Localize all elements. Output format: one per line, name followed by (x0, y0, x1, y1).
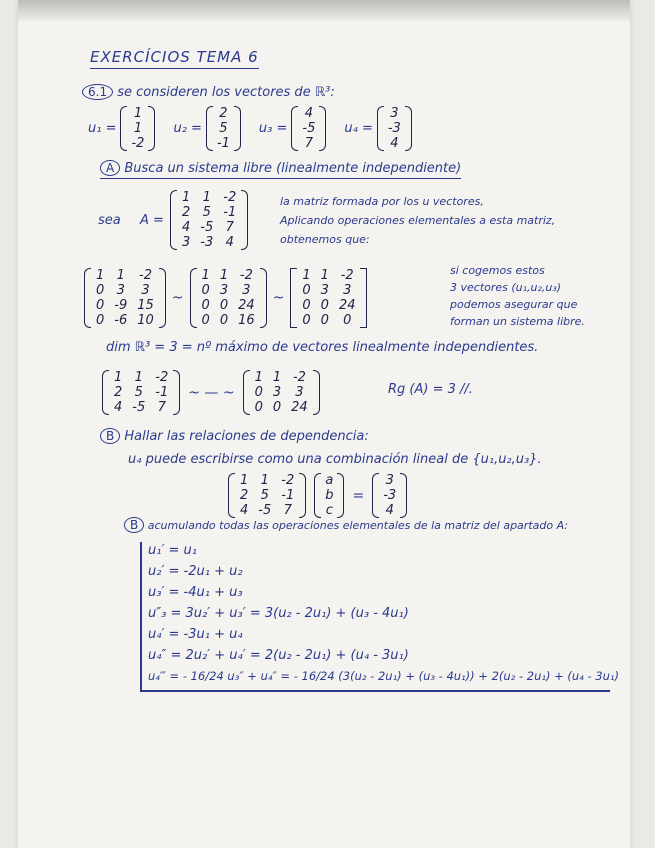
vectors-row (88, 106, 412, 151)
part-a-title: Busca un sistema libre (linealmente independiente) (124, 161, 462, 176)
derivation-line: u₄″ = 2u₂′ + u₄′ = 2(u₂ - 2u₁) + (u₄ - 3u₁) (148, 648, 409, 663)
matrix-cell: -3 (383, 488, 397, 503)
matrix-cell: 1 (133, 106, 143, 121)
bracket-left (170, 190, 177, 250)
derivation-line: u₄′ = -3u₁ + u₄ (148, 627, 243, 642)
side-line: podemos asegurar que (450, 298, 578, 311)
derivation-line: u″₃ = 3u₂′ + u₃′ = 3(u₂ - 2u₁) + (u₃ - 4u₁) (148, 606, 409, 621)
matrix-cell: 0 (96, 283, 105, 298)
matrix-cell: 0 (96, 298, 105, 313)
reduced-matrix-1 (84, 268, 166, 328)
matrix-entries (384, 106, 405, 151)
a-equals-label: A = (140, 213, 164, 228)
matrix-cell: -2 (292, 370, 306, 385)
matrix-cell: 1 (254, 370, 263, 385)
matrix-cell: -2 (340, 268, 354, 283)
matrix-cell: -1 (281, 488, 295, 503)
matrix-cell: -2 (281, 473, 295, 488)
matrix-cell: 0 (201, 313, 210, 328)
matrix-cell: 0 (320, 313, 329, 328)
matrix-entries (379, 473, 400, 518)
matrix-cell: -1 (155, 385, 169, 400)
side-conclusion (450, 262, 585, 330)
bracket-left (372, 473, 379, 518)
side-line: si cogemos estos (450, 264, 545, 277)
matrix-cell: 1 (302, 268, 311, 283)
matrix-cell: 4 (225, 235, 234, 250)
tilde-symbol: ~ (272, 290, 285, 306)
matrix-entries (127, 106, 148, 151)
page-title: EXERCÍCIOS TEMA 6 (90, 48, 259, 69)
matrix-cell: 4 (390, 136, 399, 151)
bracket-right (260, 268, 267, 328)
matrix-cell: 0 (320, 298, 329, 313)
bracket-left (290, 268, 297, 328)
matrix-cell: 24 (338, 298, 356, 313)
derivation (148, 540, 619, 687)
exercise-header (82, 84, 335, 100)
matrix-cell: c (325, 503, 333, 518)
derivation-line: u₄‴ = - 16/24 u₃″ + u₄″ = - 16/24 (3(u₂ - 2u₁) + (u₃ - 4u₁)) + 2(u₂ - 2u₁) + (u₄ - 3u₁) (148, 669, 619, 683)
matrix-cell: 3 (116, 283, 125, 298)
vector-4 (344, 106, 411, 151)
matrix-cell: -5 (302, 121, 316, 136)
part-a-letter: A (100, 160, 120, 176)
matrix-cell: 1 (134, 370, 143, 385)
system-rhs (372, 473, 407, 518)
matrix-cell: 5 (134, 385, 143, 400)
bracket-left (291, 106, 298, 151)
matrix-cell: 0 (219, 313, 229, 328)
matrix-cell: 4 (182, 220, 191, 235)
matrix-cell: -5 (200, 220, 214, 235)
part-a-heading (100, 160, 461, 179)
matrix-cell: 1 (133, 121, 143, 136)
part-b-letter: B (100, 428, 120, 444)
dim-statement: dim ℝ³ = 3 = nº máximo de vectores linealmente independientes. (106, 340, 539, 355)
matrix-cell: a (325, 473, 334, 488)
sub-heading (124, 517, 568, 533)
matrix-cell: 3 (219, 283, 229, 298)
matrix-cell: 0 (302, 298, 311, 313)
matrix-entries (298, 106, 319, 151)
bracket-left (228, 473, 235, 518)
matrix-cell: 0 (201, 283, 210, 298)
matrix-cell: 2 (182, 205, 191, 220)
matrix-cell: 0 (343, 313, 352, 328)
matrix-cell: 0 (272, 400, 282, 415)
reduced-matrix-3 (290, 268, 367, 328)
bracket-left (102, 370, 109, 415)
vector-values (377, 106, 412, 151)
matrix-cell: 3 (295, 385, 304, 400)
part-b-heading (100, 428, 369, 444)
matrix-cell: 1 (182, 190, 191, 205)
system-matrix (228, 473, 306, 518)
bracket-left (120, 106, 127, 151)
bracket-right (241, 190, 248, 250)
bracket-right (313, 370, 320, 415)
matrix-cell: 15 (137, 298, 154, 313)
matrix-entries (297, 268, 360, 328)
matrix-cell: 3 (385, 473, 394, 488)
matrix-cell: 5 (260, 488, 269, 503)
matrix-note-line: Aplicando operaciones elementales a esta matriz, (280, 214, 556, 227)
matrix-cell: -2 (223, 190, 237, 205)
matrix-cell: 1 (114, 370, 123, 385)
bracket-right (234, 106, 241, 151)
matrix-cell: 16 (238, 313, 255, 328)
tilde-symbol: ~ — ~ (188, 384, 235, 401)
bracket-right (405, 106, 412, 151)
matrix-cell: b (325, 488, 334, 503)
matrix-cell: 3 (242, 283, 251, 298)
matrix-cell: 1 (202, 190, 211, 205)
matrix-cell: 3 (343, 283, 352, 298)
matrix-cell: 0 (302, 313, 311, 328)
matrix-cell: 5 (202, 205, 211, 220)
matrix-cell: 2 (240, 488, 249, 503)
matrix-cell: 3 (390, 106, 399, 121)
system-variables (314, 473, 344, 518)
matrix-entries (235, 473, 299, 518)
matrix-entries (250, 370, 313, 415)
matrix-entries (213, 106, 234, 151)
bracket-right (319, 106, 326, 151)
rank-row (102, 370, 320, 415)
bracket-right (173, 370, 180, 415)
margin-bracket-bottom (140, 690, 610, 692)
matrix-cell: 4 (304, 106, 314, 121)
vector-label: u₃ = (258, 121, 288, 136)
matrix-note-line: obtenemos que: (280, 233, 370, 246)
matrix-cell: 2 (219, 106, 228, 121)
matrix-cell: -9 (114, 298, 128, 313)
rank-result: Rg (A) = 3 //. (388, 382, 473, 397)
matrix-cell: -6 (114, 313, 128, 328)
matrix-cell: 0 (254, 385, 263, 400)
matrix-a-body (170, 190, 248, 250)
matrix-cell: 7 (304, 136, 314, 151)
vector-values (206, 106, 241, 151)
derivation-line: u₂′ = -2u₁ + u₂ (148, 564, 243, 579)
matrix-cell: 1 (219, 268, 229, 283)
reduction-chain (84, 268, 367, 328)
bracket-right (299, 473, 306, 518)
notebook-page (18, 0, 630, 848)
matrix-cell: -1 (216, 136, 230, 151)
matrix-note-line: la matriz formada por los u vectores, (280, 195, 484, 208)
matrix-cell: -3 (200, 235, 214, 250)
exercise-intro: se consideren los vectores de ℝ³: (117, 85, 335, 100)
u4-combination-text: u₄ puede escribirse como una combinación lineal de {u₁,u₂,u₃}. (128, 452, 542, 467)
matrix-cell: 5 (219, 121, 228, 136)
bracket-right (337, 473, 344, 518)
matrix-cell: -2 (139, 268, 152, 283)
rank-matrix-2 (243, 370, 320, 415)
bracket-left (243, 370, 250, 415)
sea-label: sea (98, 213, 121, 228)
matrix-cell: 10 (137, 313, 154, 328)
vector-values (120, 106, 155, 151)
matrix-cell: 4 (114, 400, 123, 415)
rank-matrix-1 (102, 370, 180, 415)
matrix-entries (91, 268, 159, 328)
matrix-cell: 3 (272, 385, 282, 400)
bracket-left (314, 473, 321, 518)
matrix-cell: 2 (114, 385, 123, 400)
page-top-shadow (18, 0, 630, 22)
side-line: forman un sistema libre. (450, 315, 585, 328)
matrix-cell: -2 (239, 268, 253, 283)
bracket-left (190, 268, 197, 328)
equals-sign: = (352, 487, 365, 504)
bracket-right (148, 106, 155, 151)
matrix-cell: 7 (157, 400, 166, 415)
matrix-entries (177, 190, 241, 250)
bracket-right (400, 473, 407, 518)
matrix-entries (197, 268, 260, 328)
matrix-cell: 1 (320, 268, 329, 283)
exercise-number: 6.1 (82, 84, 113, 100)
matrix-cell: -5 (258, 503, 272, 518)
vector-label: u₂ = (173, 121, 202, 136)
matrix-cell: 3 (320, 283, 329, 298)
vector-3 (259, 106, 326, 151)
matrix-cell: 3 (141, 283, 150, 298)
matrix-cell: 0 (96, 313, 105, 328)
matrix-cell: 24 (238, 298, 255, 313)
matrix-cell: 4 (240, 503, 249, 518)
matrix-cell: -2 (155, 370, 169, 385)
vector-1 (88, 106, 155, 151)
matrix-cell: 1 (272, 370, 282, 385)
matrix-cell: 7 (283, 503, 292, 518)
matrix-entries (109, 370, 173, 415)
tilde-symbol: ~ (171, 290, 184, 306)
side-line: 3 vectores (u₁,u₂,u₃) (450, 281, 562, 294)
matrix-cell: 1 (96, 268, 105, 283)
matrix-cell: 3 (182, 235, 191, 250)
matrix-entries (321, 473, 337, 518)
matrix-cell: 4 (385, 503, 394, 518)
derivation-line: u₁′ = u₁ (148, 543, 198, 558)
matrix-cell: 1 (260, 473, 269, 488)
matrix-cell: 1 (116, 268, 125, 283)
vector-label: u₁ = (88, 121, 117, 136)
matrix-note (280, 192, 555, 249)
matrix-a (170, 190, 248, 254)
bracket-left (377, 106, 384, 151)
sub-text: acumulando todas las operaciones elementales de la matriz del apartado A: (147, 519, 569, 532)
matrix-cell: 0 (254, 400, 263, 415)
margin-bracket (140, 542, 142, 690)
bracket-left (84, 268, 91, 328)
matrix-cell: 1 (240, 473, 249, 488)
matrix-cell: 1 (201, 268, 210, 283)
bracket-right (159, 268, 166, 328)
bracket-right (360, 268, 367, 328)
matrix-cell: 24 (291, 400, 308, 415)
matrix-cell: -1 (223, 205, 237, 220)
vector-2 (173, 106, 240, 151)
reduced-matrix-2 (190, 268, 267, 328)
linear-system (228, 473, 407, 518)
matrix-cell: 0 (201, 298, 210, 313)
matrix-cell: 0 (219, 298, 229, 313)
part-b-title: Hallar las relaciones de dependencia: (124, 429, 369, 444)
matrix-cell: 7 (225, 220, 234, 235)
vector-label: u₄ = (344, 121, 373, 136)
matrix-cell: -3 (387, 121, 401, 136)
sub-letter: B (124, 517, 144, 533)
matrix-cell: -5 (132, 400, 146, 415)
vector-values (291, 106, 326, 151)
matrix-cell: -2 (131, 136, 145, 151)
matrix-cell: 0 (302, 283, 311, 298)
derivation-line: u₃′ = -4u₁ + u₃ (148, 585, 243, 600)
bracket-left (206, 106, 213, 151)
